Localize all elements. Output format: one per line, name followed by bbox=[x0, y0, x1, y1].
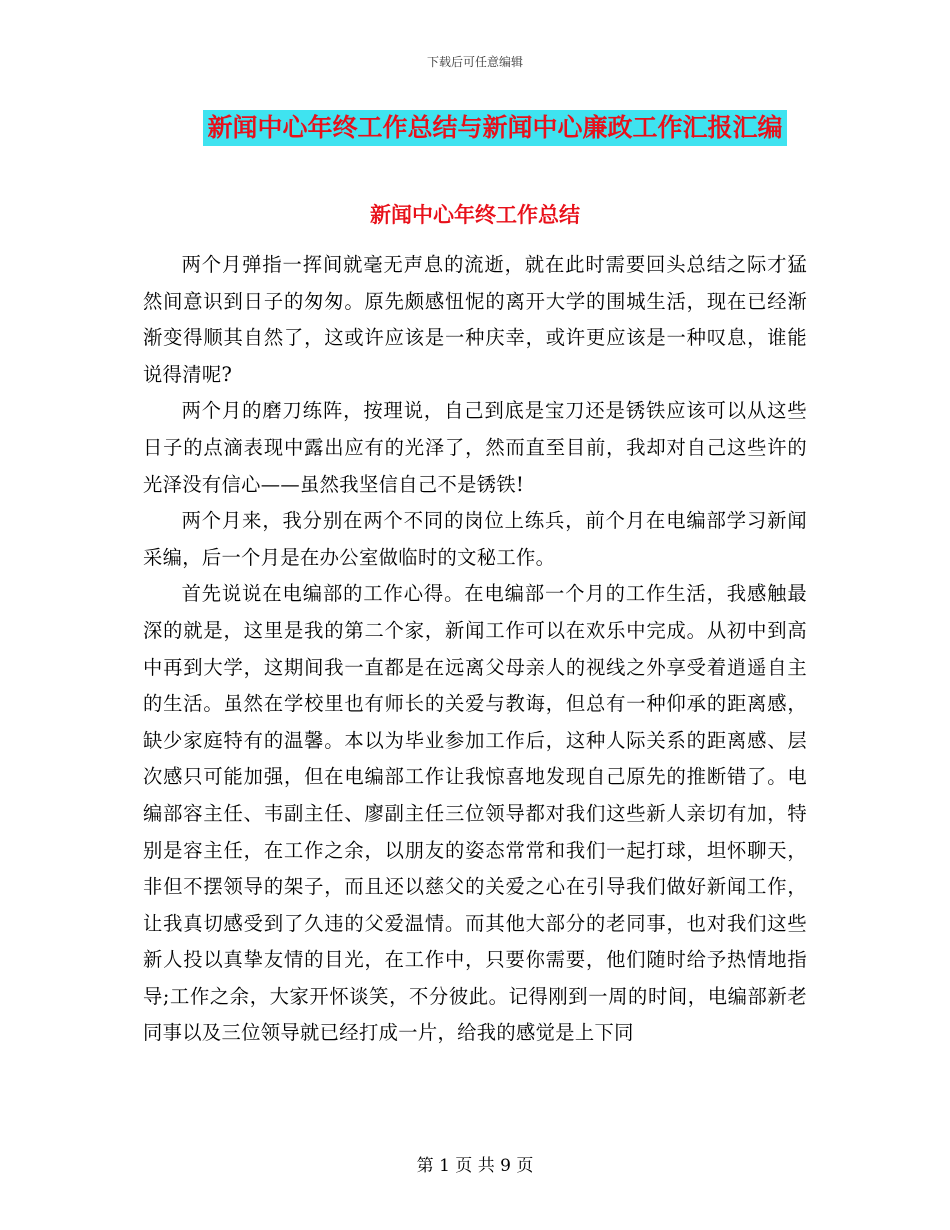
page-header-note: 下载后可任意编辑 bbox=[426, 55, 523, 69]
section-title: 新闻中心年终工作总结 bbox=[370, 203, 580, 227]
document-title-container bbox=[0, 110, 950, 146]
paragraph: 两个月来，我分别在两个不同的岗位上练兵，前个月在电编部学习新闻采编，后一个月是在办公室做临时的文秘工作。 bbox=[143, 509, 807, 569]
body-text bbox=[143, 247, 807, 1052]
paragraph: 两个月弹指一挥间就毫无声息的流逝，就在此时需要回头总结之际才猛然间意识到日子的匆匆。原先颇感忸怩的离开大学的围城生活，现在已经渐渐变得顺其自然了，这或许应该是一种庆幸，或许更应该是一种叹息，谁能说得清呢? bbox=[143, 253, 807, 386]
paragraph: 两个月的磨刀练阵，按理说，自己到底是宝刀还是锈铁应该可以从这些日子的点滴表现中露出应有的光泽了，然而直至目前，我却对自己这些许的光泽没有信心——虽然我坚信自己不是锈铁! bbox=[143, 399, 807, 496]
document-title: 新闻中心年终工作总结与新闻中心廉政工作汇报汇编 bbox=[203, 110, 786, 146]
paragraph: 首先说说在电编部的工作心得。在电编部一个月的工作生活，我感触最深的就是，这里是我的第二个家，新闻工作可以在欢乐中完成。从初中到高中再到大学，这期间我一直都是在远离父母亲人的视线之外享受着逍遥自主的生活。虽然在学校里也有师长的关爱与教诲，但总有一种仰承的距离感，缺少家庭特有的温馨。本以为毕业参加工作后，这种人际关系的距离感、层次感只可能加强，但在电编部工作让我惊喜地发现自己原先的推断错了。电编部容主任、韦副主任、廖副主任三位领导都对我们这些新人亲切有加，特别是容主任，在工作之余，以朋友的姿态常常和我们一起打球，坦怀聊天，非但不摆领导的架子，而且还以慈父的关爱之心在引导我们做好新闻工作，让我真切感受到了久违的父爱温情。而其他大部分的老同事，也对我们这些新人投以真挚友情的目光，在工作中，只要你需要，他们随时给予热情地指导;工作之余，大家开怀谈笑，不分彼此。记得刚到一周的时间，电编部新老同事以及三位领导就已经打成一片，给我的感觉是上下同 bbox=[143, 582, 807, 1045]
page-number: 第 1 页 共 9 页 bbox=[416, 1156, 534, 1176]
